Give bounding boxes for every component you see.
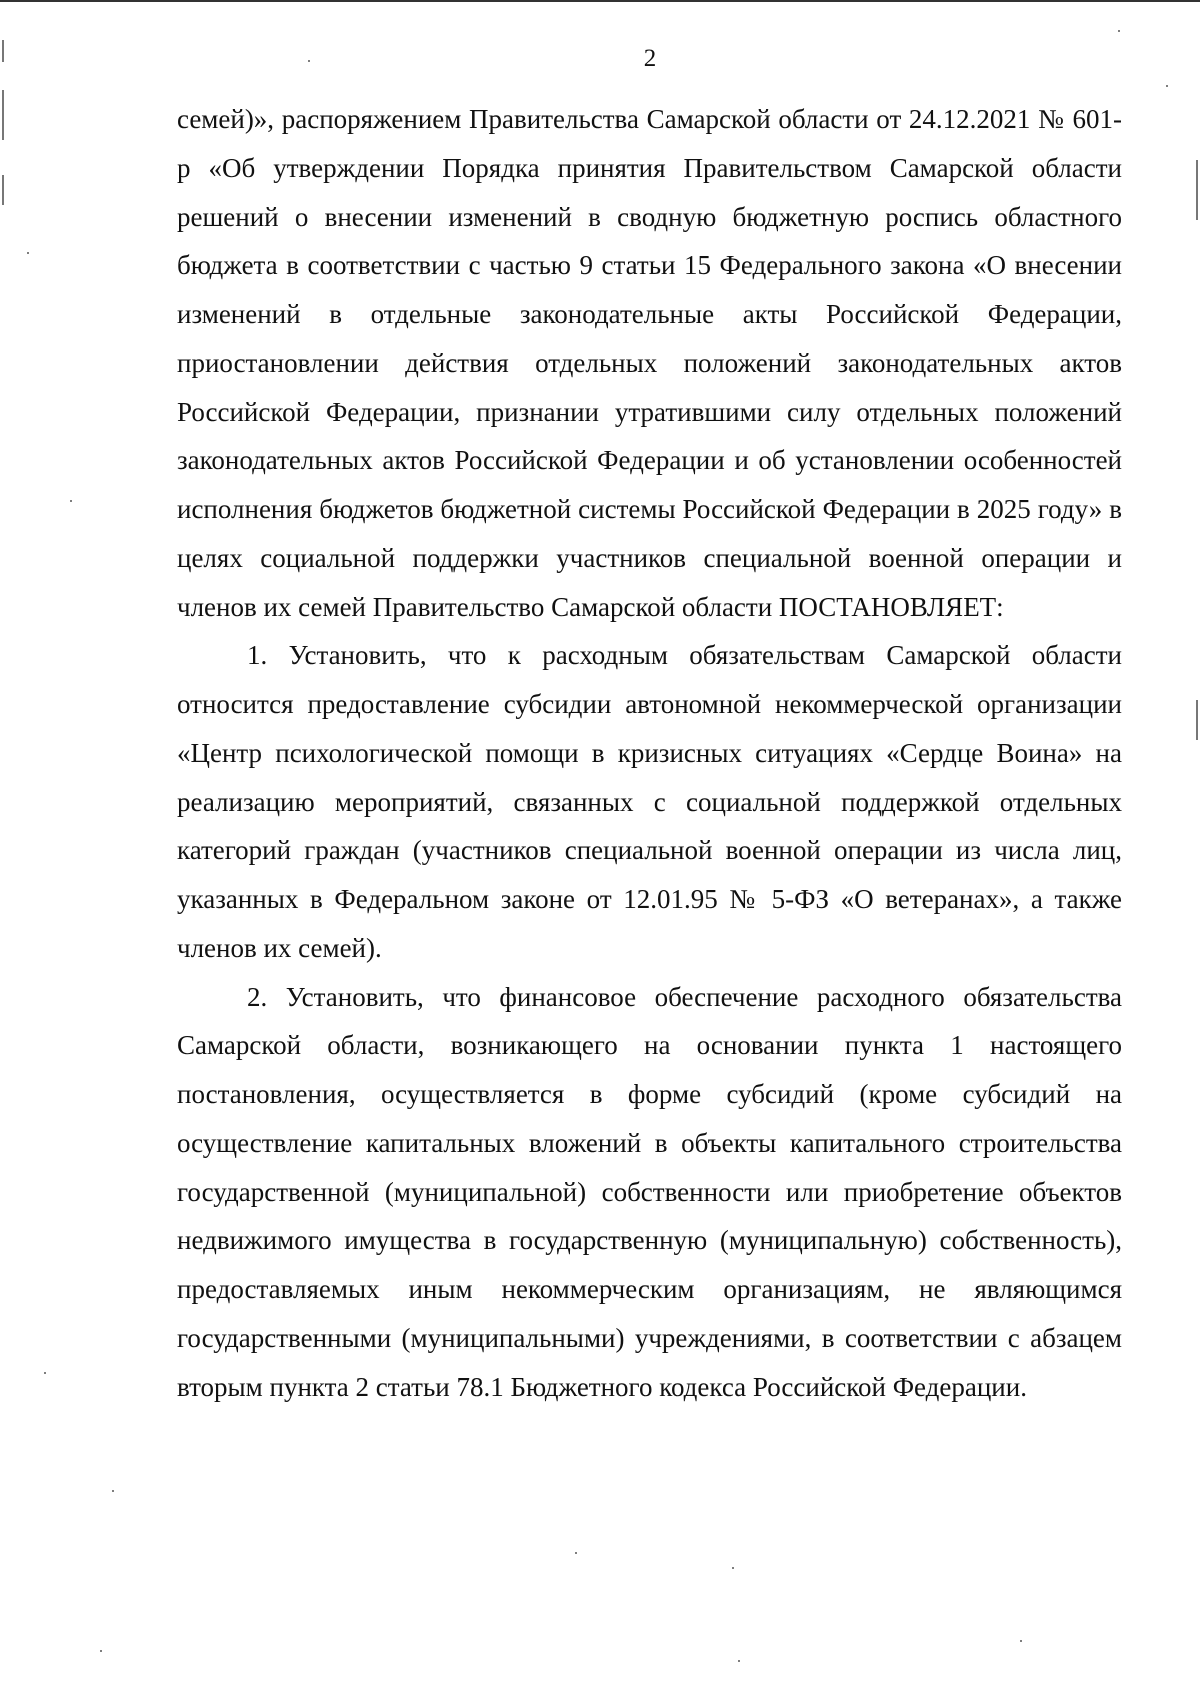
scan-speck [1166,85,1168,87]
paragraph-item-1: 1. Установить, что к расходным обязательствам Самарской области относится предоставление субсидии автономной некоммерческой организации «Центр психологической помощи в кризисных ситуациях «Сердце Воина» на реализацию мероприятий, связанных с социальной поддержкой отдельных категорий граждан (участников специальной военной операции из числа лиц, указанных в Федеральном законе от 12.01.95 № 5-ФЗ «О ветеранах», а также членов их семей). [177,640,1122,963]
scan-speck [732,1567,734,1569]
page-top-border [0,0,1200,2]
scan-mark-left [2,175,4,205]
scan-speck [112,1490,114,1492]
scan-mark-right [1196,700,1198,740]
scan-speck [27,252,29,254]
scan-speck [100,1650,102,1652]
scan-speck [575,1552,577,1554]
scan-speck [1020,1640,1022,1642]
scan-speck [738,1660,740,1662]
paragraph-item-2: 2. Установить, что финансовое обеспечение расходного обязательства Самарской области, возникающего на основании пункта 1 настоящего постановления, осуществляется в форме субсидий (кроме субсидий на осуществление капитальных вложений в объекты капитального строительства государственной (муниципальной) собственности или приобретение объектов недвижимого имущества в государственную (муниципальную) собственность), предоставляемых иным некоммерческим организациям, не являющимся государственными (муниципальными) учреждениями, в соответствии с абзацем вторым пункта 2 статьи 78.1 Бюджетного кодекса Российской Федерации. [177,981,1122,1402]
scan-speck [44,1372,46,1374]
document-body [177,95,1122,1411]
paragraph-intro: семей)», распоряжением Правительства Самарской области от 24.12.2021 № 601-р «Об утверждении Порядка принятия Правительством Самарской области решений о внесении изменений в сводную бюджетную роспись областного бюджета в соответствии с частью 9 статьи 15 Федерального закона «О внесении изменений в отдельные законодательные акты Российской Федерации, приостановлении действия отдельных положений законодательных актов Российской Федерации, признании утратившими силу отдельных положений законодательных актов Российской Федерации и об установлении особенностей исполнения бюджетов бюджетной системы Российской Федерации в 2025 году» в целях социальной поддержки участников специальной военной операции и членов их семей Правительство Самарской области ПОСТАНОВЛЯЕТ: [177,104,1122,622]
page-number: 2 [643,45,657,72]
scan-mark-left [2,90,4,140]
scan-mark-right [1196,160,1198,220]
scan-speck [70,500,72,502]
scan-speck [1118,30,1120,32]
